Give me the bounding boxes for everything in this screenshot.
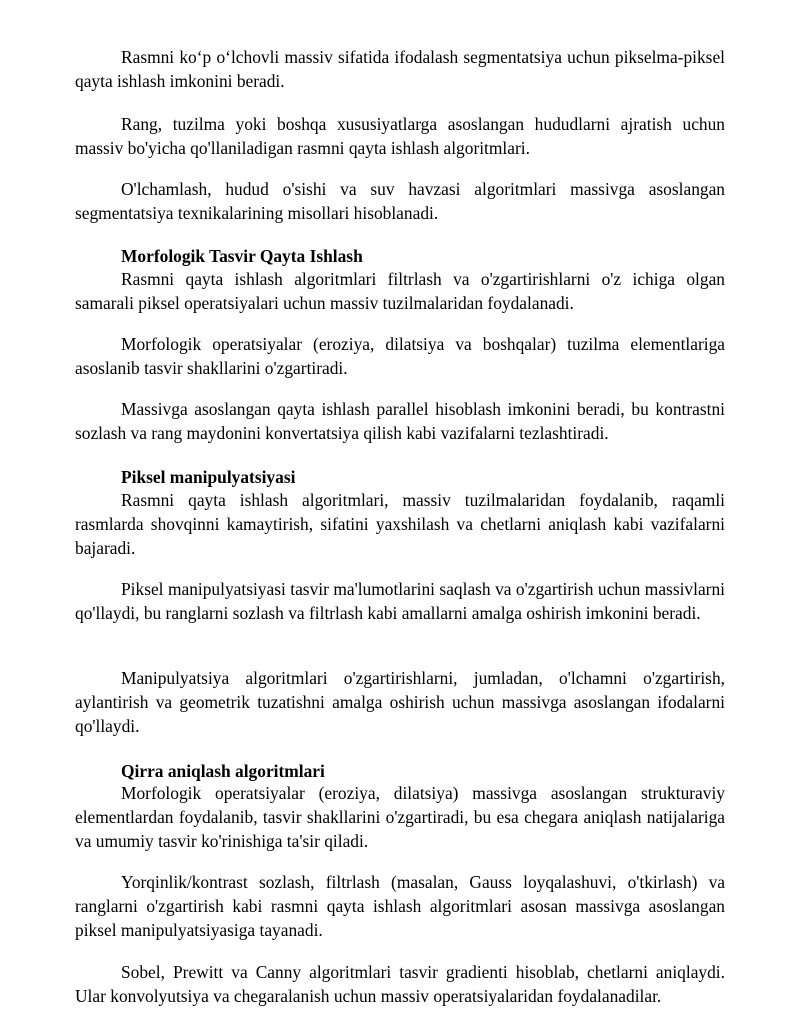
section-heading: Piksel manipulyatsiyasi <box>121 467 296 487</box>
section-heading: Qirra aniqlash algoritmlari <box>121 761 325 781</box>
paragraph: Morfologik operatsiyalar (eroziya, dilatsiya va boshqalar) tuzilma elementlariga asoslanib tasvir shakllarini o'zgartiradi. <box>75 334 725 378</box>
paragraph: Rang, tuzilma yoki boshqa xususiyatlarga asoslangan hududlarni ajratish uchun massiv bo'yicha qo'llaniladigan rasmni qayta ishlash algoritmlari. <box>75 114 725 158</box>
paragraph: Sobel, Prewitt va Canny algoritmlari tasvir gradienti hisoblab, chetlarni aniqlaydi. Ular konvolyutsiya va chegaralanish uchun massiv operatsiyalaridan foydalanadilar. <box>75 962 725 1006</box>
paragraph: Rasmni qayta ishlash algoritmlari filtrlash va o'zgartirishlarni o'z ichiga olgan samarali piksel operatsiyalari uchun massiv tuzilmalaridan foydalanadi. <box>75 269 725 313</box>
paragraph: Rasmni qayta ishlash algoritmlari, massiv tuzilmalaridan foydalanib, raqamli rasmlarda shovqinni kamaytirish, sifatini yaxshilash va chetlarni aniqlash kabi vazifalarni bajaradi. <box>75 490 725 558</box>
paragraph: Manipulyatsiya algoritmlari o'zgartirishlarni, jumladan, o'lchamni o'zgartirish, aylantirish va geometrik tuzatishni amalga oshirish uchun massivga asoslangan ifodalarni qo'llaydi. <box>75 668 725 736</box>
paragraph: Yorqinlik/kontrast sozlash, filtrlash (masalan, Gauss loyqalashuvi, o'tkirlash) va ranglarni o'zgartirish kabi rasmni qayta ishlash algoritmlari asosan massivga asoslangan piksel manipulyatsiyasiga tayanadi. <box>75 872 725 940</box>
section-heading: Morfologik Tasvir Qayta Ishlash <box>121 246 363 266</box>
paragraph: Morfologik operatsiyalar (eroziya, dilatsiya) massivga asoslangan strukturaviy elementlardan foydalanib, tasvir shakllarini o'zgartiradi, bu esa chegara aniqlash natijalariga va umumiy tasvir ko'rinishiga ta'sir qiladi. <box>75 783 725 851</box>
paragraph: Rasmni koʻp oʻlchovli massiv sifatida ifodalash segmentatsiya uchun pikselma-piksel qayta ishlash imkonini beradi. <box>75 47 725 91</box>
paragraph: Massivga asoslangan qayta ishlash parallel hisoblash imkonini beradi, bu kontrastni sozlash va rang maydonini konvertatsiya qilish kabi vazifalarni tezlashtiradi. <box>75 399 725 443</box>
paragraph: Piksel manipulyatsiyasi tasvir ma'lumotlarini saqlash va o'zgartirish uchun massivlarni qo'llaydi, bu ranglarni sozlash va filtrlash kabi amallarni amalga oshirish imkonini beradi. <box>75 579 725 623</box>
paragraph: O'lchamlash, hudud o'sishi va suv havzasi algoritmlari massivga asoslangan segmentatsiya texnikalarining misollari hisoblanadi. <box>75 179 725 223</box>
